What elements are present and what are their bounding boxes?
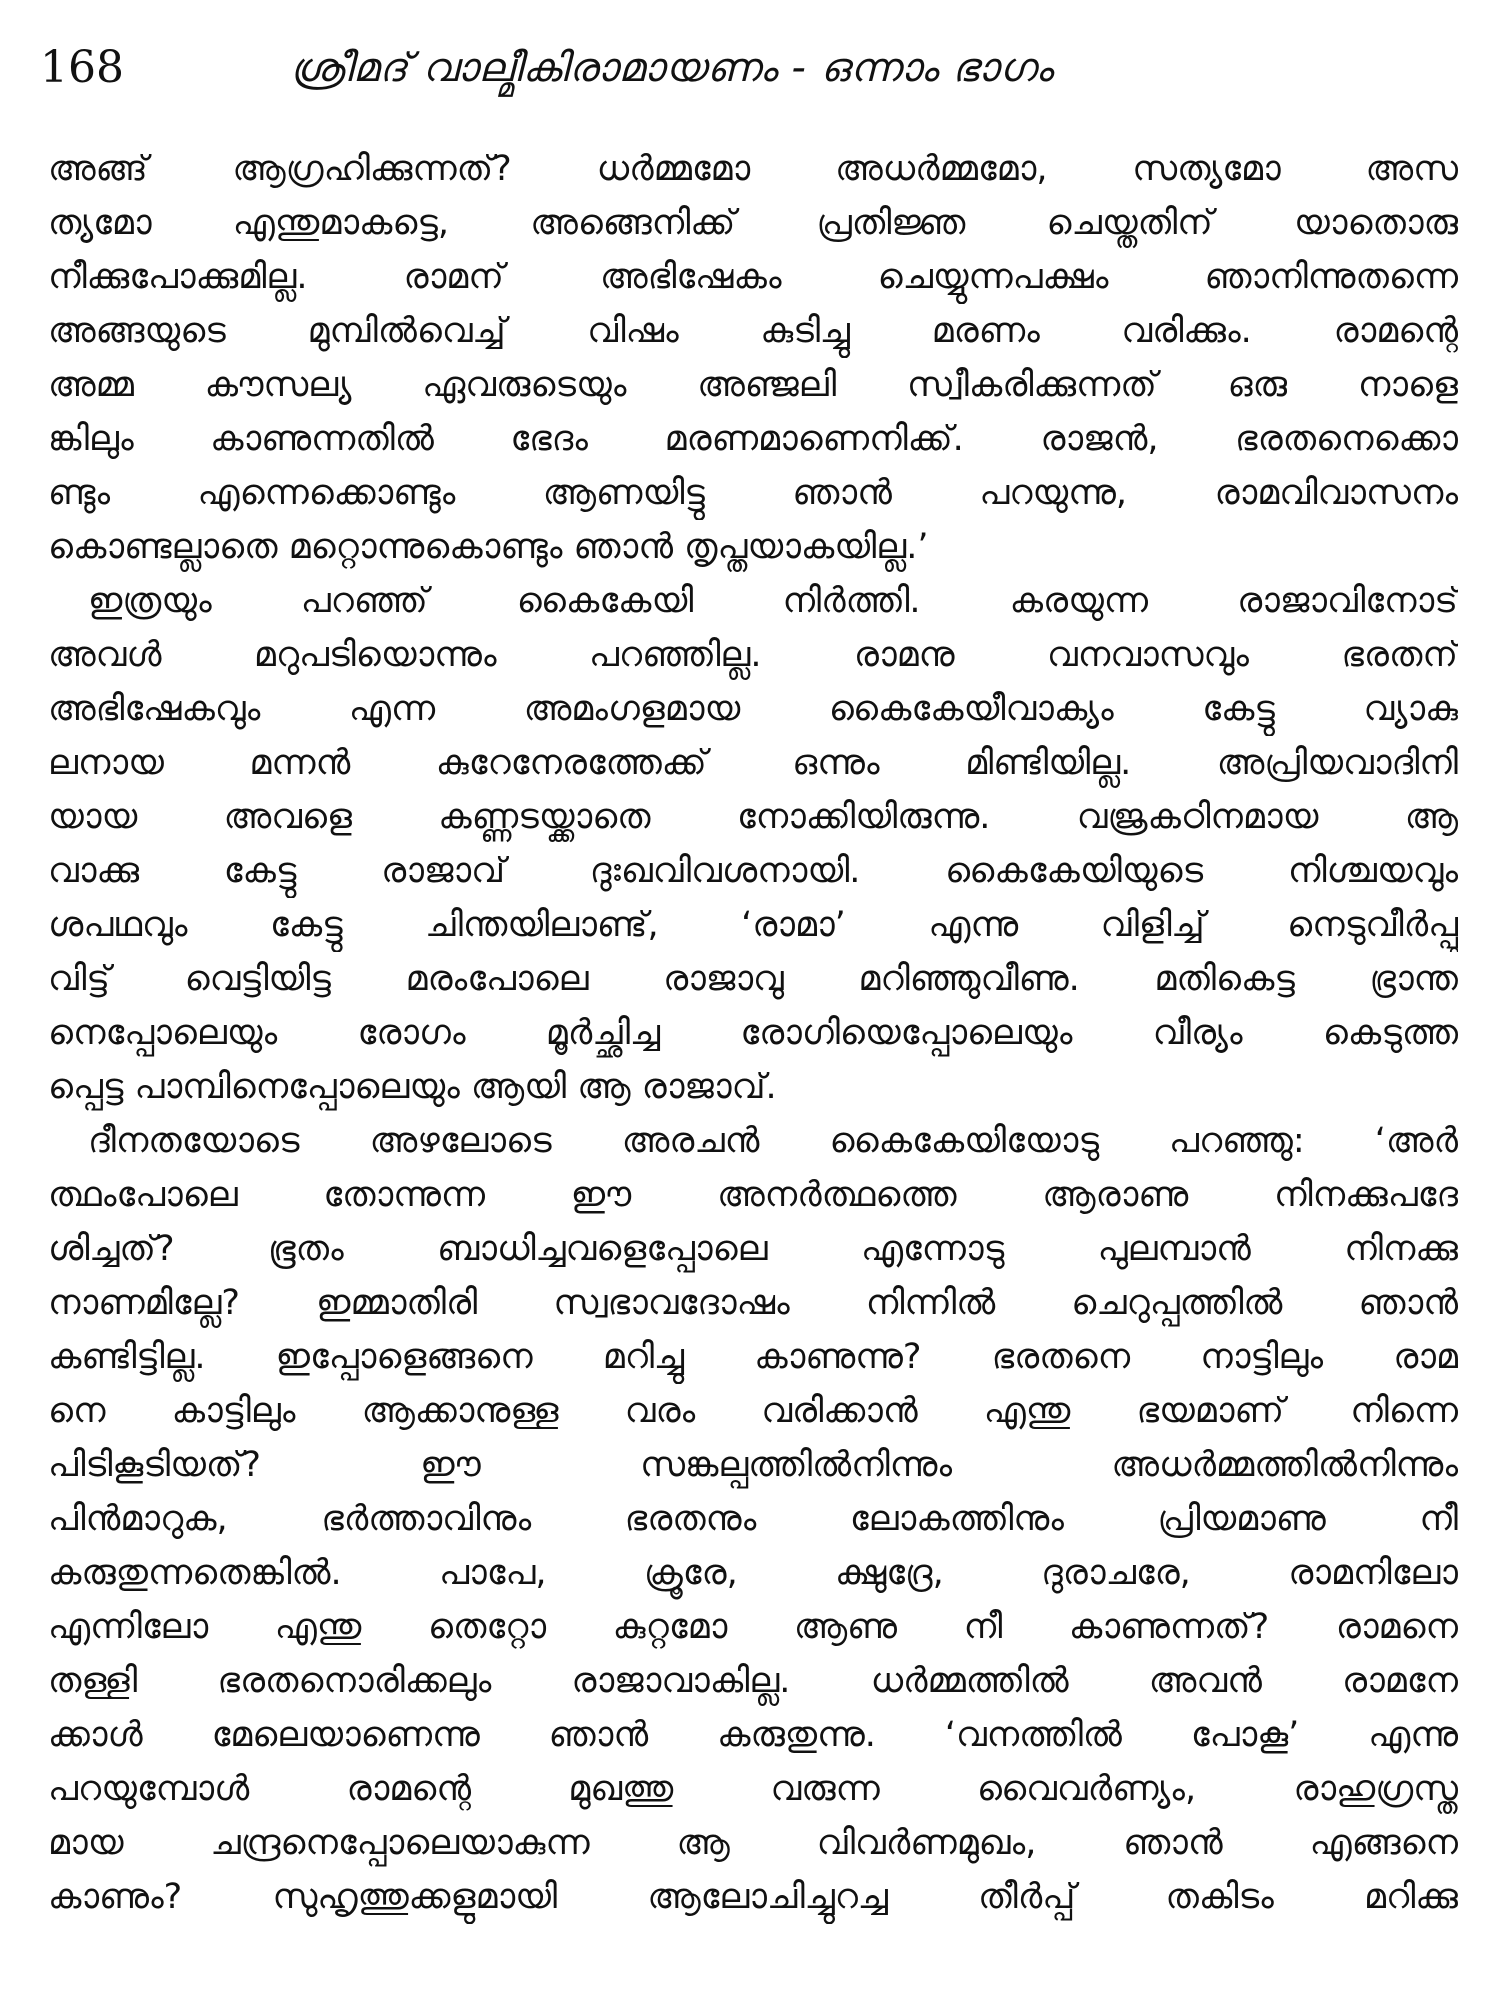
text-line: തള്ളി ഭരതനൊരിക്കലും രാജാവാകില്ല. ധർമ്മത്തിൽ അവൻ രാമനേ [48,1661,1458,1701]
text-line: കരുതുന്നതെങ്കിൽ. പാപേ, ക്രൂരേ, ക്ഷുദ്രേ, ദുരാചരേ, രാമനിലോ [48,1553,1458,1593]
text-line: നെ കാട്ടിലും ആക്കാനുള്ള വരം വരിക്കാൻ എന്തു ഭയമാണ് നിന്നെ [48,1391,1458,1431]
text-line: ത്ഥംപോലെ തോന്നുന്ന ഈ അനർത്ഥത്തെ ആരാണു നിനക്കുപദേ [48,1175,1458,1215]
text-line: ശപഥവും കേട്ടു ചിന്തയിലാണ്ട്, ‘രാമാ’ എന്നു വിളിച്ച് നെടുവീർപ്പു [48,905,1458,945]
text-line: കാണും? സുഹൃത്തുക്കളുമായി ആലോചിച്ചുറച്ച തീർപ്പ് തകിടം മറിക്കു [48,1877,1458,1917]
text-line: പ്പെട്ട പാമ്പിനെപ്പോലെയും ആയി ആ രാജാവ്. [48,1067,777,1107]
text-line: നാണമില്ലേ? ഇമ്മാതിരി സ്വഭാവദോഷം നിന്നിൽ ചെറുപ്പത്തിൽ ഞാൻ [48,1283,1458,1323]
text-line: അങ്ങ് ആഗ്രഹിക്കുന്നത്? ധർമ്മമോ അധർമ്മമോ, സത്യമോ അസ [48,149,1458,189]
text-line: നെപ്പോലെയും രോഗം മൂർച്ഛിച്ച രോഗിയെപ്പോലെയും വീര്യം കെടുത്ത [48,1013,1458,1053]
paragraph-3 [48,1114,1458,1924]
text-line: അമ്മ കൗസല്യ ഏവരുടെയും അഞ്ജലി സ്വീകരിക്കുന്നത് ഒരു നാളെ [48,365,1458,405]
paragraph-2 [48,574,1458,1114]
text-line: അവൾ മറുപടിയൊന്നും പറഞ്ഞില്ല. രാമനു വനവാസവും ഭരതന് [48,635,1458,675]
text-line: കണ്ടിട്ടില്ല. ഇപ്പോളെങ്ങനെ മറിച്ചു കാണുന്നു? ഭരതനെ നാട്ടിലും രാമ [48,1337,1458,1377]
text-line: മായ ചന്ദ്രനെപ്പോലെയാകുന്ന ആ വിവർണമുഖം, ഞാൻ എങ്ങനെ [48,1823,1458,1863]
text-line: അഭിഷേകവും എന്ന അമംഗളമായ കൈകേയീവാക്യം കേട്ടു വ്യാകു [48,689,1458,729]
text-line: യായ അവളെ കണ്ണടയ്ക്കാതെ നോക്കിയിരുന്നു. വജ്രകഠിനമായ ആ [48,797,1458,837]
text-line: ഇത്രയും പറഞ്ഞ് കൈകേയി നിർത്തി. കരയുന്ന രാജാവിനോട് [88,581,1458,621]
running-title: ശ്രീമദ് വാല്മീകിരാമായണം - ഒന്നാം ഭാഗം [290,45,1054,91]
text-line: ണ്ടും എന്നെക്കൊണ്ടും ആണയിട്ടു ഞാൻ പറയുന്നു, രാമവിവാസനം [48,473,1458,513]
text-line: എന്നിലോ എന്തു തെറ്റോ കുറ്റമോ ആണു നീ കാണുന്നത്? രാമനെ [48,1607,1458,1647]
text-line: ലനായ മന്നൻ കുറേനേരത്തേക്ക് ഒന്നും മിണ്ടിയില്ല. അപ്രിയവാദിനി [48,743,1458,783]
text-line: വിട്ട് വെട്ടിയിട്ട മരംപോലെ രാജാവു മറിഞ്ഞുവീണു. മതികെട്ട ഭ്രാന്ത [48,959,1458,999]
text-line: പറയുമ്പോൾ രാമന്റെ മുഖത്തു വരുന്ന വൈവർണ്യം, രാഹുഗ്രസ്ത [48,1769,1458,1809]
page-number: 168 [40,42,124,93]
text-line: ദീനതയോടെ അഴലോടെ അരചൻ കൈകേയിയോടു പറഞ്ഞു: ‘അർ [88,1121,1458,1161]
text-line: പിൻമാറുക, ഭർത്താവിനും ഭരതനും ലോകത്തിനും പ്രിയമാണു നീ [48,1499,1458,1539]
text-line: ശിച്ചത്? ഭൂതം ബാധിച്ചവളെപ്പോലെ എന്നോടു പുലമ്പാൻ നിനക്കു [48,1229,1458,1269]
page-body [48,142,1458,1924]
text-line: ത്യമോ എന്തുമാകട്ടെ, അങ്ങെനിക്ക് പ്രതിജ്ഞ ചെയ്തതിന് യാതൊരു [48,203,1458,243]
paragraph-1 [48,142,1458,574]
text-line: നീക്കുപോക്കുമില്ല. രാമന് അഭിഷേകം ചെയ്യുന്നപക്ഷം ഞാനിന്നുതന്നെ [48,257,1458,297]
text-line: അങ്ങയുടെ മുമ്പിൽവെച്ച് വിഷം കുടിച്ചു മരണം വരിക്കും. രാമന്റെ [48,311,1458,351]
page-header [40,38,1460,98]
text-line: കൊണ്ടല്ലാതെ മറ്റൊന്നുകൊണ്ടും ഞാൻ തൃപ്തയാകയില്ല.’ [48,527,929,567]
text-line: വാക്കു കേട്ടു രാജാവ് ദുഃഖവിവശനായി. കൈകേയിയുടെ നിശ്ചയവും [48,851,1458,891]
text-line: ക്കാൾ മേലെയാണെന്നു ഞാൻ കരുതുന്നു. ‘വനത്തിൽ പോകൂ’ എന്നു [48,1715,1458,1755]
text-line: പിടികൂടിയത്? ഈ സങ്കല്പത്തിൽനിന്നും അധർമ്മത്തിൽനിന്നും [48,1445,1458,1485]
text-line: ങ്കിലും കാണുന്നതിൽ ഭേദം മരണമാണെനിക്ക്. രാജൻ, ഭരതനെക്കൊ [48,419,1458,459]
